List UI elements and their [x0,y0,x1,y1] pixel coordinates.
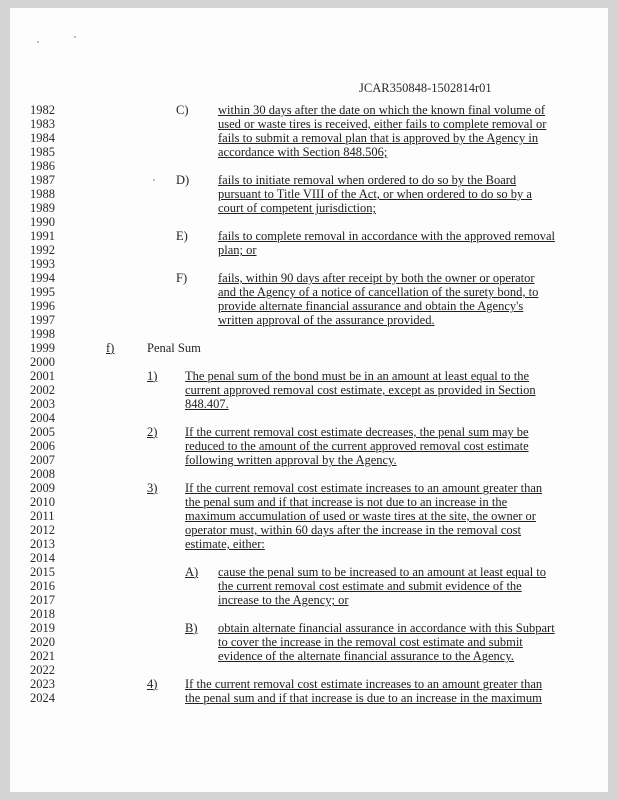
scan-speck [153,179,155,181]
para-text-line: current approved removal cost estimate, except as provided in Section [185,383,536,397]
line-number: 2005 [30,425,55,439]
item-text-line: provide alternate financial assurance and obtain the Agency's [218,299,524,313]
item-text-line: court of competent jurisdiction; [218,201,376,215]
item-text-line: accordance with Section 848.506; [218,145,388,159]
item-text-line: used or waste tires is received, either fails to complete removal or [218,117,547,131]
line-number: 1982 [30,103,55,117]
para-text-line: following written approval by the Agency. [185,453,397,467]
item-text-line: within 30 days after the date on which the known final volume of [218,103,546,117]
line-number: 2004 [30,411,55,425]
subitem-text-line: to cover the increase in the removal cost estimate and submit [218,635,523,649]
para-text-line: If the current removal cost estimate increases to an amount greater than [185,481,543,495]
line-number: 2002 [30,383,55,397]
subitem-label: B) [185,621,198,635]
line-number: 2010 [30,495,55,509]
para-text-line: 848.407. [185,397,229,411]
line-number: 1992 [30,243,55,257]
item-label: D) [176,173,190,187]
item-text-line: fails, within 90 days after receipt by both the owner or operator [218,271,535,285]
line-number: 1985 [30,145,55,159]
line-number: 1994 [30,271,55,285]
section-title: Penal Sum [147,341,201,355]
item-text-line: fails to complete removal in accordance with the approved removal [218,229,556,243]
para-text-line: maximum accumulation of used or waste tires at the site, the owner or [185,509,536,523]
line-number: 2022 [30,663,55,677]
subitem-label: A) [185,565,199,579]
line-number: 2008 [30,467,55,481]
item-text-line: and the Agency of a notice of cancellation of the surety bond, to [218,285,539,299]
item-label: C) [176,103,189,117]
line-number: 1996 [30,299,55,313]
line-number: 1999 [30,341,55,355]
para-text-line: The penal sum of the bond must be in an amount at least equal to the [185,369,530,383]
line-number: 1988 [30,187,55,201]
line-number: 2006 [30,439,55,453]
line-number: 2018 [30,607,55,621]
line-number: 2023 [30,677,55,691]
item-text-line: fails to submit a removal plan that is approved by the Agency in [218,131,539,145]
line-number: 1983 [30,117,55,131]
line-number: 2001 [30,369,55,383]
para-text-line: estimate, either: [185,537,265,551]
line-number: 2016 [30,579,55,593]
line-number: 2019 [30,621,55,635]
para-label: 2) [147,425,158,439]
line-number: 1991 [30,229,55,243]
line-number: 1987 [30,173,55,187]
para-label: 3) [147,481,158,495]
line-number: 2009 [30,481,55,495]
item-text-line: plan; or [218,243,257,257]
line-number: 2013 [30,537,55,551]
line-number: 1993 [30,257,55,271]
line-number: 1997 [30,313,55,327]
line-number: 1984 [30,131,55,145]
subitem-text-line: increase to the Agency; or [218,593,349,607]
subitem-text-line: evidence of the alternate financial assurance to the Agency. [218,649,514,663]
line-number: 2000 [30,355,55,369]
line-number: 1998 [30,327,55,341]
para-text-line: reduced to the amount of the current approved removal cost estimate [185,439,529,453]
line-number: 1986 [30,159,55,173]
line-number: 1995 [30,285,55,299]
section-label: f) [106,341,115,355]
line-number: 2024 [30,691,55,705]
para-text-line: the penal sum and if that increase is due to an increase in the maximum [185,691,542,705]
subitem-text-line: obtain alternate financial assurance in accordance with this Subpart [218,621,555,635]
line-number: 2007 [30,453,55,467]
scan-speck [37,41,39,43]
document-header-id: JCAR350848-1502814r01 [359,81,492,95]
para-label: 4) [147,677,158,691]
line-number: 2012 [30,523,55,537]
item-label: F) [176,271,188,285]
para-label: 1) [147,369,158,383]
line-number: 2020 [30,635,55,649]
line-number: 2011 [30,509,55,523]
para-text-line: the penal sum and if that increase is not due to an increase in the [185,495,508,509]
item-text-line: pursuant to Title VIII of the Act, or when ordered to do so by a [218,187,532,201]
line-number: 2014 [30,551,55,565]
document-page [10,8,608,792]
item-text-line: written approval of the assurance provided. [218,313,435,327]
subitem-text-line: the current removal cost estimate and submit evidence of the [218,579,522,593]
line-number: 2021 [30,649,55,663]
line-number: 2015 [30,565,55,579]
para-text-line: operator must, within 60 days after the increase in the removal cost [185,523,522,537]
line-number: 2003 [30,397,55,411]
line-number: 1989 [30,201,55,215]
subitem-text-line: cause the penal sum to be increased to an amount at least equal to [218,565,547,579]
item-label: E) [176,229,188,243]
scan-speck [74,36,76,38]
line-number: 2017 [30,593,55,607]
para-text-line: If the current removal cost estimate increases to an amount greater than [185,677,543,691]
line-number: 1990 [30,215,55,229]
para-text-line: If the current removal cost estimate decreases, the penal sum may be [185,425,529,439]
item-text-line: fails to initiate removal when ordered to do so by the Board [218,173,517,187]
